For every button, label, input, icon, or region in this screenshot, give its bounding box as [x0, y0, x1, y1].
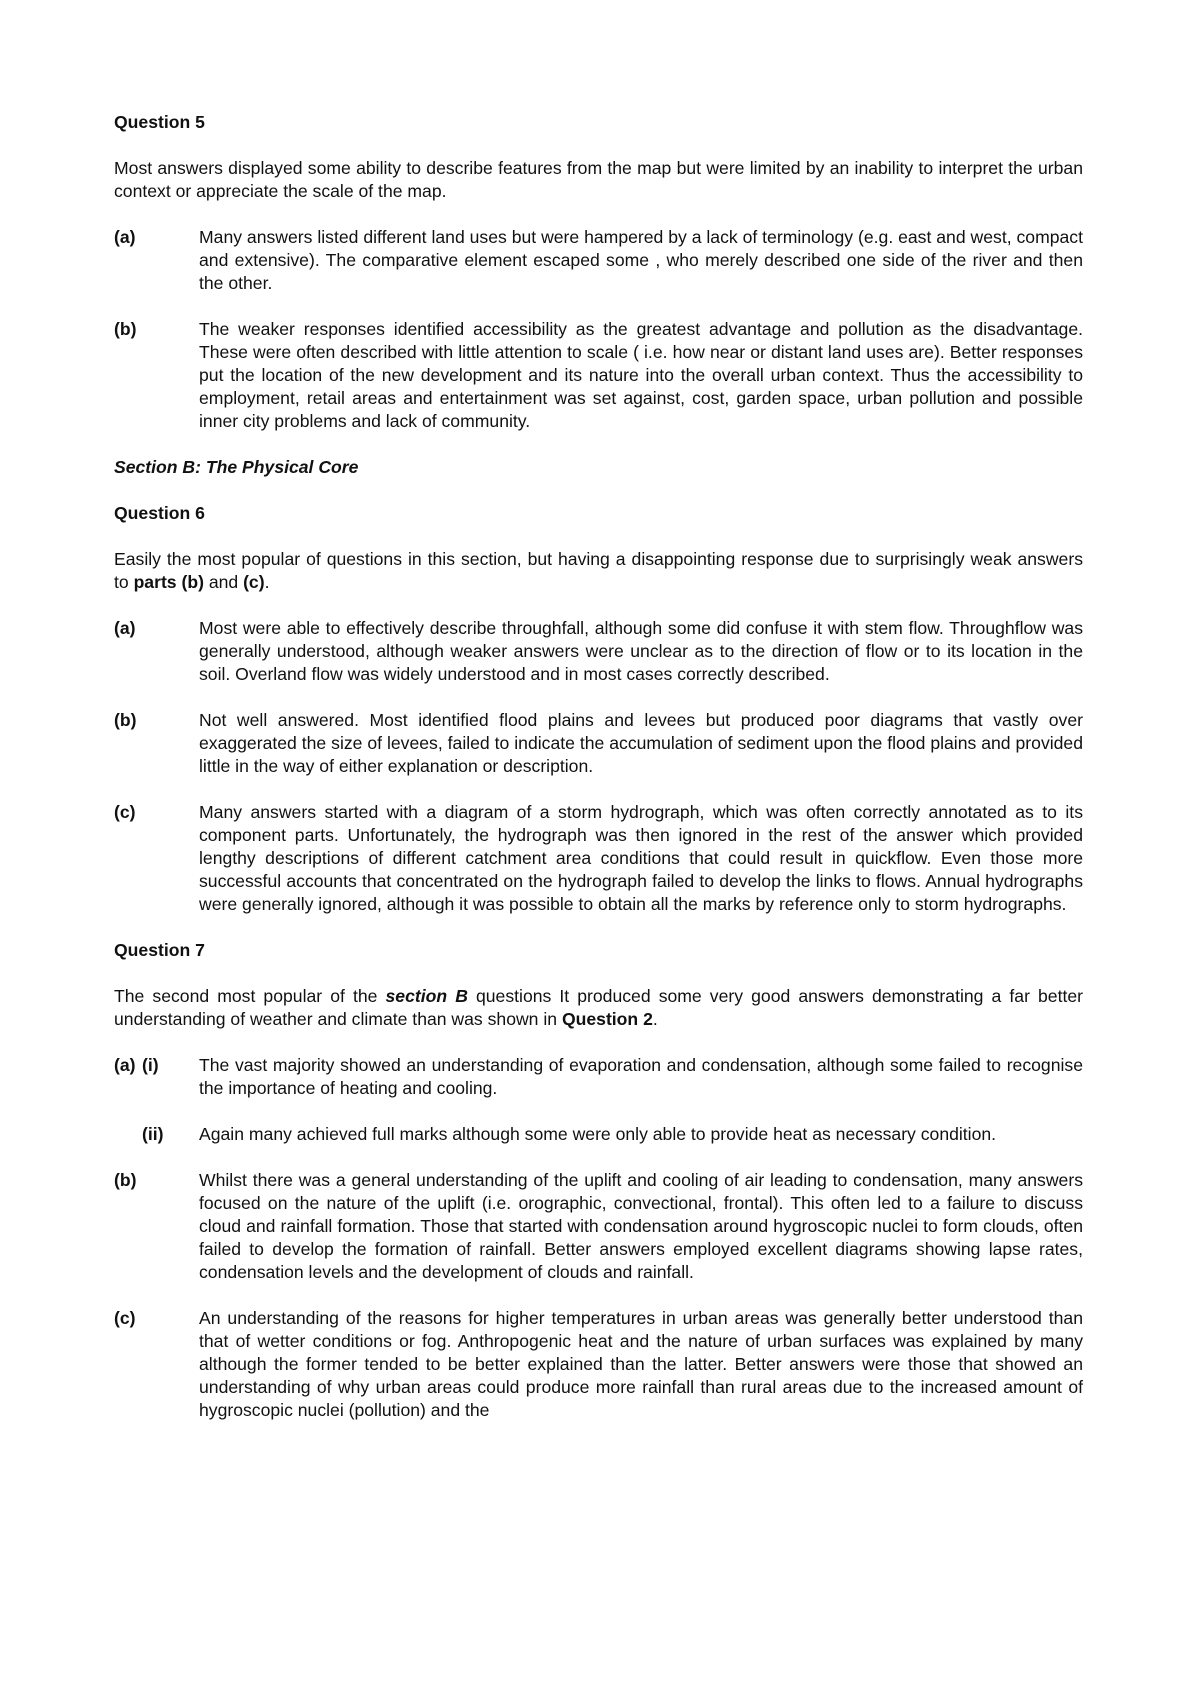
question-5-part-a	[114, 226, 1083, 295]
question-7-heading: Question 7	[114, 940, 205, 960]
part-label: (c)	[114, 1308, 136, 1328]
question-7-part-c	[114, 1307, 1083, 1422]
intro-text: .	[652, 1009, 658, 1029]
part-label: (a)	[114, 618, 136, 638]
part-text: Many answers started with a diagram of a storm hydrograph, which was often correctly annotated as to its component parts. Unfortunately, the hydrograph was then ignored in the rest of the answer which provided lengthy descriptions of different catchment area conditions that could result in quickflow. Even those more successful accounts that concentrated on the hydrograph failed to develop the links to flows. Annual hydrographs were generally ignored, although it was possible to obtain all the marks by reference only to storm hydrographs.	[199, 802, 1083, 914]
part-text: Many answers listed different land uses but were hampered by a lack of terminology (e.g. east and west, compact and extensive). The comparative element escaped some , who merely described one side of the river and then the other.	[199, 227, 1083, 293]
intro-text: Easily the most popular of questions in this section, but having a disappointing response due to surprisingly weak answers to	[114, 549, 1083, 592]
part-label	[114, 1054, 199, 1077]
part-text: The vast majority showed an understanding of evaporation and condensation, although some failed to recognise the importance of heating and cooling.	[199, 1055, 1083, 1098]
question-6-part-c	[114, 801, 1083, 916]
question-6-part-a	[114, 617, 1083, 686]
question-7-part-a-ii	[114, 1123, 1083, 1146]
intro-text: .	[264, 572, 270, 592]
part-text: Whilst there was a general understanding of the uplift and cooling of air leading to condensation, many answers focused on the nature of the uplift (i.e. orographic, convectional, frontal). This often led to a failure to discuss cloud and rainfall formation. Those that started with condensation around hygroscopic nuclei to form clouds, often failed to develop the formation of rainfall. Better answers employed excellent diagrams showing lapse rates, condensation levels and the development of clouds and rainfall.	[199, 1170, 1083, 1282]
part-text: Again many achieved full marks although some were only able to provide heat as necessary condition.	[199, 1124, 997, 1144]
intro-bold-parts: parts (b)	[133, 572, 204, 592]
part-text: The weaker responses identified accessibility as the greatest advantage and pollution as the disadvantage. These were often described with little attention to scale ( i.e. how near or distant land uses are). Better responses put the location of the new development and its nature into the overall urban context. Thus the accessibility to employment, retail areas and entertainment was set against, cost, garden space, urban pollution and possible inner city problems and lack of community.	[199, 319, 1083, 431]
intro-section-b: section B	[385, 986, 468, 1006]
question-7-part-b	[114, 1169, 1083, 1284]
question-7-intro	[114, 985, 1083, 1031]
question-6-heading: Question 6	[114, 503, 205, 523]
part-label: (a)	[114, 227, 136, 247]
intro-bold-c: (c)	[243, 572, 265, 592]
intro-question-2: Question 2	[561, 1009, 653, 1029]
subpart-ii-label: (ii)	[142, 1124, 164, 1144]
part-a-label: (a)	[114, 1055, 136, 1075]
question-5-part-b	[114, 318, 1083, 433]
section-b-heading: Section B: The Physical Core	[114, 457, 359, 477]
intro-text: and	[203, 572, 244, 592]
part-label: (c)	[114, 802, 136, 822]
part-label: (b)	[114, 1170, 137, 1190]
part-label	[114, 1123, 199, 1146]
part-label: (b)	[114, 710, 137, 730]
part-text: Most were able to effectively describe throughfall, although some did confuse it with stem flow. Throughflow was generally understood, although weaker answers were unclear as to the direction of flow or to its location in the soil. Overland flow was widely understood and in most cases correctly described.	[199, 618, 1083, 684]
part-text: An understanding of the reasons for higher temperatures in urban areas was generally better understood than that of wetter conditions or fog. Anthropogenic heat and the nature of urban surfaces was explained by many although the former tended to be better explained than the latter. Better answers were those that showed an understanding of why urban areas could produce more rainfall than rural areas due to the increased amount of hygroscopic nuclei (pollution) and the	[199, 1308, 1083, 1420]
intro-text: The second most popular of the	[114, 986, 386, 1006]
question-5-heading: Question 5	[114, 112, 205, 132]
intro-text: questions It produced some very good answers demonstrating a far better understanding of weather and climate than was shown in	[114, 986, 1083, 1029]
subpart-i-label: (i)	[142, 1055, 159, 1075]
question-5-intro: Most answers displayed some ability to describe features from the map but were limited by an inability to interpret the urban context or appreciate the scale of the map.	[114, 158, 1083, 201]
part-text: Not well answered. Most identified flood plains and levees but produced poor diagrams that vastly over exaggerated the size of levees, failed to indicate the accumulation of sediment upon the flood plains and provided little in the way of either explanation or description.	[199, 710, 1083, 776]
part-label: (b)	[114, 319, 137, 339]
question-6-part-b	[114, 709, 1083, 778]
question-7-part-a-i	[114, 1054, 1083, 1100]
question-6-intro	[114, 548, 1083, 594]
document-content	[114, 111, 1083, 1422]
